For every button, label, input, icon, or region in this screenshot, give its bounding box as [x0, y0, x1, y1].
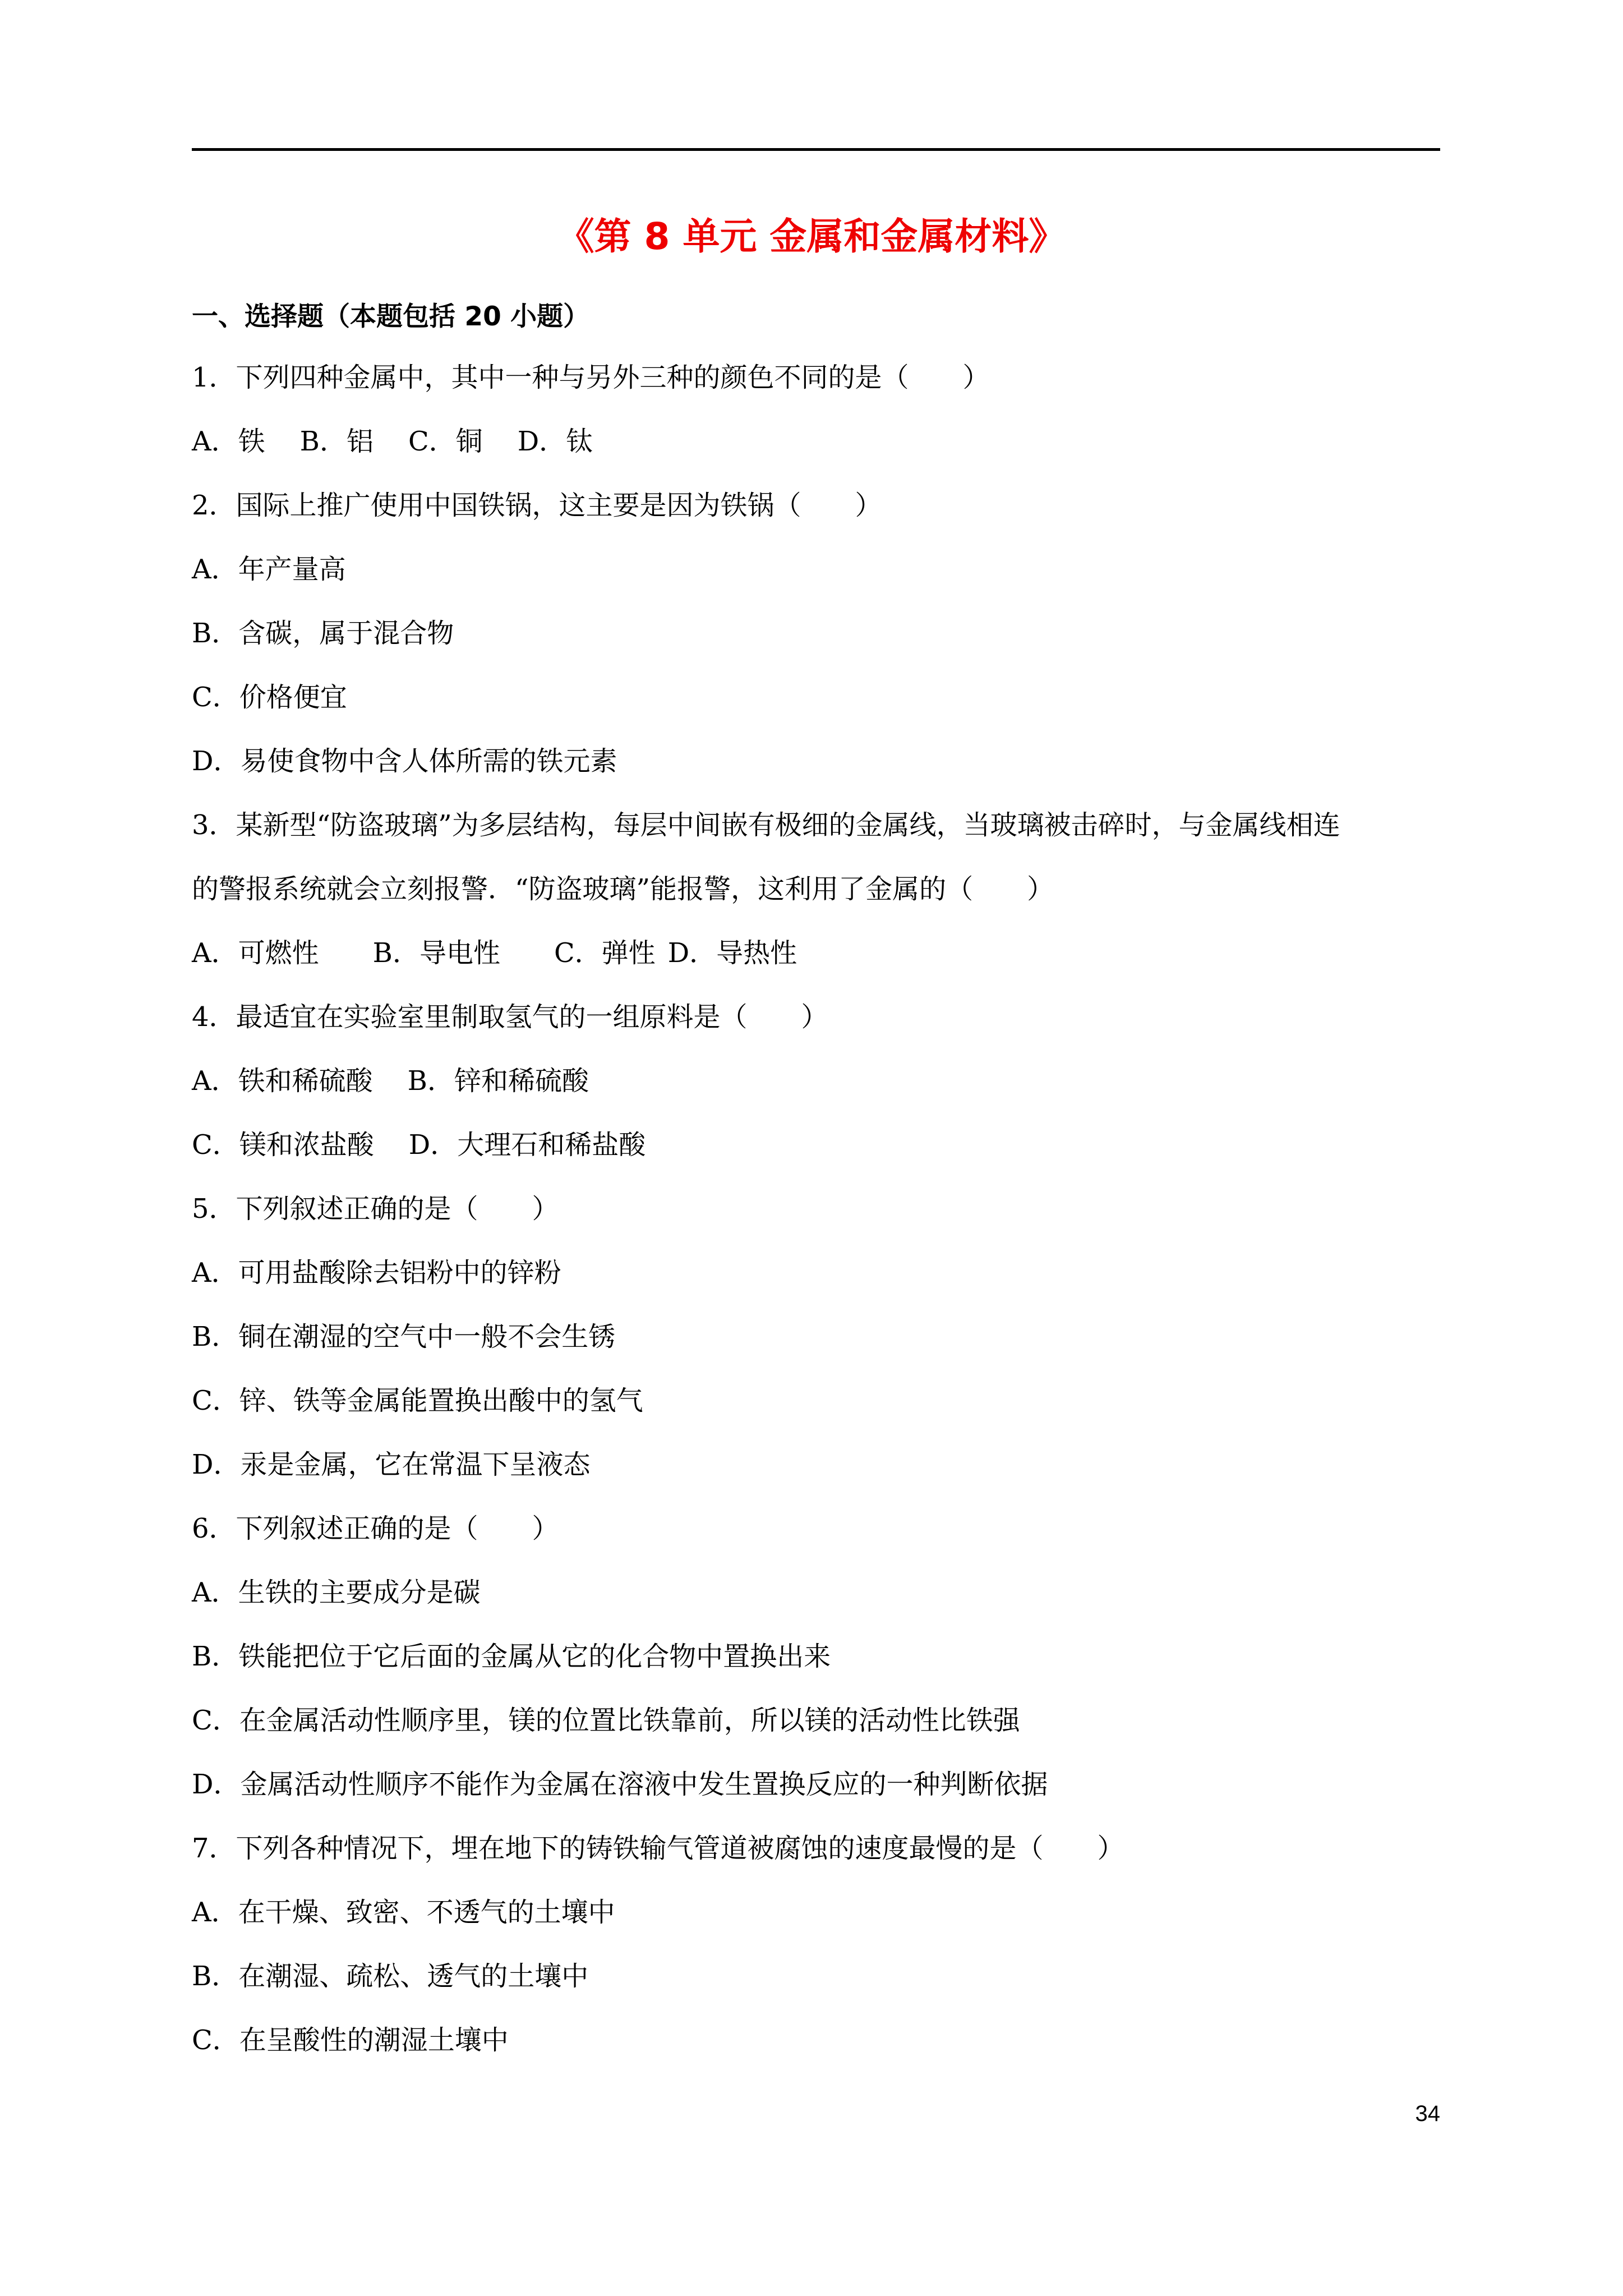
section-heading: 一、选择题（本题包括 20 小题）: [192, 301, 590, 332]
question-6-option-c: C．在金属活动性顺序里，镁的位置比铁靠前，所以镁的活动性比铁强: [192, 1705, 1020, 1736]
document-title: 《第 8 单元 金属和金属材料》: [557, 215, 1066, 258]
question-5-option-a: A．可用盐酸除去铝粉中的锌粉: [192, 1257, 561, 1289]
page-number: 34: [1415, 2101, 1440, 2126]
question-3-stem-line-2: 的警报系统就会立刻报警．“防盗玻璃”能报警，这利用了金属的（ ）: [192, 873, 1054, 905]
option-c: C．铜: [408, 426, 483, 457]
question-7-stem: 7．下列各种情况下，埋在地下的铸铁输气管道被腐蚀的速度最慢的是（ ）: [192, 1833, 1124, 1864]
question-2-stem: 2．国际上推广使用中国铁锅，这主要是因为铁锅（ ）: [192, 490, 882, 521]
option-d: D．导热性: [667, 937, 797, 969]
option-c: C．镁和浓盐酸: [192, 1129, 374, 1161]
question-1-stem: 1．下列四种金属中，其中一种与另外三种的颜色不同的是（ ）: [192, 362, 990, 393]
question-7-option-c: C．在呈酸性的潮湿土壤中: [192, 2024, 509, 2056]
question-2-option-d: D．易使食物中含人体所需的铁元素: [192, 746, 617, 777]
question-5-stem: 5．下列叙述正确的是（ ）: [192, 1193, 559, 1225]
question-list: [192, 358, 1440, 2085]
option-a: A．铁和稀硫酸: [192, 1065, 373, 1097]
question-7-option-a: A．在干燥、致密、不透气的土壤中: [192, 1897, 615, 1928]
question-4-options-row-2: [192, 1125, 1440, 1189]
question-7-option-b: B．在潮湿、疏松、透气的土壤中: [192, 1961, 589, 1992]
question-6-stem: 6．下列叙述正确的是（ ）: [192, 1513, 559, 1544]
option-b: B．铝: [299, 426, 374, 457]
header-rule: [192, 148, 1440, 151]
question-6-option-a: A．生铁的主要成分是碳: [192, 1577, 481, 1608]
option-c: C．弹性: [554, 937, 656, 969]
question-5-option-b: B．铜在潮湿的空气中一般不会生锈: [192, 1321, 616, 1352]
option-a: A．铁: [192, 426, 265, 457]
option-d: D．钛: [517, 426, 593, 457]
question-2-option-c: C．价格便宜: [192, 682, 347, 713]
question-3-options: [192, 933, 1440, 997]
option-b: B．锌和稀硫酸: [407, 1065, 589, 1097]
question-2-option-b: B．含碳，属于混合物: [192, 618, 454, 649]
question-4-options-row-1: [192, 1061, 1440, 1125]
question-6-option-b: B．铁能把位于它后面的金属从它的化合物中置换出来: [192, 1641, 831, 1672]
question-4-stem: 4．最适宜在实验室里制取氢气的一组原料是（ ）: [192, 1001, 828, 1033]
question-2-option-a: A．年产量高: [192, 554, 346, 585]
option-a: A．可燃性: [192, 937, 319, 969]
option-b: B．导电性: [372, 937, 500, 969]
question-1-options: [192, 422, 1440, 486]
question-6-option-d: D．金属活动性顺序不能作为金属在溶液中发生置换反应的一种判断依据: [192, 1769, 1048, 1800]
option-d: D．大理石和稀盐酸: [408, 1129, 646, 1161]
question-5-option-d: D．汞是金属，它在常温下呈液态: [192, 1449, 591, 1480]
question-5-option-c: C．锌、铁等金属能置换出酸中的氢气: [192, 1385, 643, 1416]
question-3-stem-line-1: 3．某新型“防盗玻璃”为多层结构，每层中间嵌有极细的金属线，当玻璃被击碎时，与金属线相连: [192, 809, 1340, 841]
